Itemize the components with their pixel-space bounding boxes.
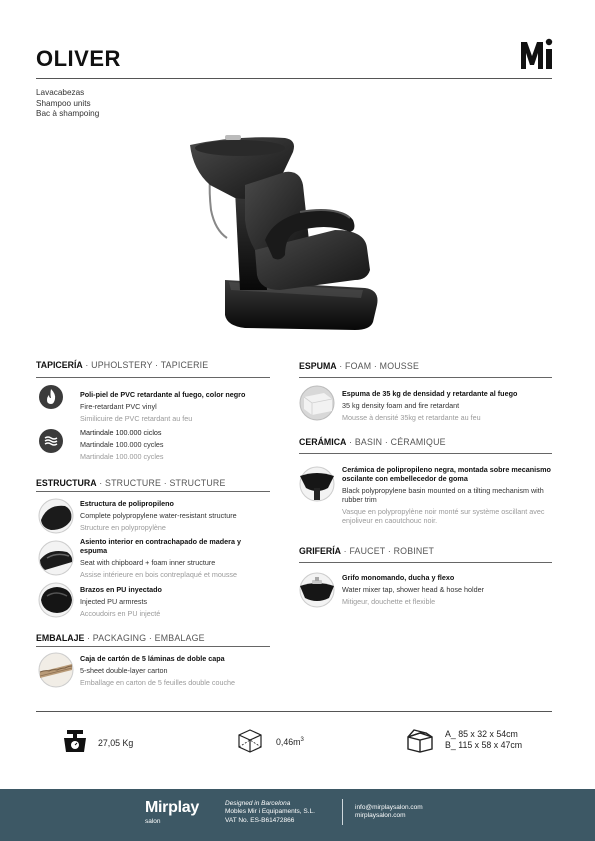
structure-item-2-es: Asiento interior en contrachapado de madera y espuma xyxy=(80,537,241,555)
basin-heading-main: CERÁMICA xyxy=(299,437,347,447)
upholstery-item-1-es: Poli-piel de PVC retardante al fuego, color negro xyxy=(80,390,246,399)
subtitle-fr: Bac à shampoing xyxy=(36,109,100,118)
weight-value: 27,05 Kg xyxy=(98,738,134,748)
faucet-item-1-fr: Mitigeur, douchette et flexible xyxy=(342,597,436,606)
subtitle-en: Shampoo units xyxy=(36,98,91,108)
armrest-detail-thumbnail xyxy=(37,582,75,618)
structure-item-3-en: Injected PU armrests xyxy=(80,597,148,606)
packaging-item-1-es: Caja de cartón de 5 láminas de doble capa xyxy=(80,654,225,663)
footer-website-link[interactable]: mirplaysalon.com xyxy=(355,812,406,820)
structure-item-1 xyxy=(80,499,270,532)
structure-item-1-en: Complete polypropylene water-resistant structure xyxy=(80,511,237,520)
carton-detail-thumbnail xyxy=(37,652,75,688)
basin-item-1-es: Cerámica de polipropileno negra, montada sobre mecanismo oscilante con embellecedor de goma xyxy=(342,465,551,483)
packaging-item-1-en: 5-sheet double-layer carton xyxy=(80,666,168,675)
upholstery-heading-sub: · UPHOLSTERY · TAPICERIE xyxy=(82,360,209,370)
structure-item-3-es: Brazos en PU inyectado xyxy=(80,585,162,594)
upholstery-item-2 xyxy=(80,428,270,461)
structure-item-3-fr: Accoudoirs en PU injecté xyxy=(80,609,161,618)
basin-heading xyxy=(299,437,446,447)
volume-unit-sup: 3 xyxy=(300,737,304,744)
upholstery-item-2-fr: Martindale 100.000 cycles xyxy=(80,452,164,461)
basin-item-1-fr: Vasque en polypropylène noir monté sur système oscillant avec enjoliveur en caoutchouc noir. xyxy=(342,507,545,525)
packaging-heading xyxy=(36,633,205,643)
faucet-item-1 xyxy=(342,573,552,606)
volume-number: 0,46m xyxy=(276,737,301,747)
footer-contact xyxy=(355,804,423,821)
packaging-heading-sub: · PACKAGING · EMBALAGE xyxy=(84,633,205,643)
fabric-weave-icon xyxy=(38,428,64,454)
volume-cube-icon xyxy=(236,727,264,755)
structure-item-2-en: Seat with chipboard + foam inner structure xyxy=(80,558,216,567)
faucet-item-1-en: Water mixer tap, shower head & hose holder xyxy=(342,585,484,594)
faucet-heading-sub: · FAUCET · ROBINET xyxy=(341,546,435,556)
footer-divider xyxy=(342,799,343,825)
faucet-detail-thumbnail xyxy=(298,572,336,608)
foam-rule xyxy=(299,377,552,378)
weight-scale-icon xyxy=(62,728,88,754)
seat-detail-thumbnail xyxy=(37,540,75,576)
structure-detail-thumbnail xyxy=(37,498,75,534)
packaging-item-1 xyxy=(80,654,270,687)
footer-vat: VAT No. ES-B61472866 xyxy=(225,816,295,824)
foam-item-1-fr: Mousse à densité 35kg et retardante au feu xyxy=(342,413,481,422)
upholstery-item-1-en: Fire-retardant PVC vinyl xyxy=(80,402,157,411)
foam-item-1-en: 35 kg density foam and fire retardant xyxy=(342,401,460,410)
footer-brand: Mirplay xyxy=(145,799,199,816)
packaging-heading-main: EMBALAJE xyxy=(36,633,85,643)
footer-company-info xyxy=(225,800,315,825)
structure-item-3 xyxy=(80,585,270,618)
packaging-rule xyxy=(36,646,270,647)
structure-item-1-es: Estructura de polipropileno xyxy=(80,499,174,508)
basin-item-1 xyxy=(342,465,557,525)
foam-heading-sub: · FOAM · MOUSSE xyxy=(336,361,420,371)
footer-email-link[interactable]: info@mirplaysalon.com xyxy=(355,804,423,811)
upholstery-item-1 xyxy=(80,390,270,423)
foam-item-1 xyxy=(342,389,552,422)
foam-item-1-es: Espuma de 35 kg de densidad y retardante al fuego xyxy=(342,389,518,398)
mirplay-logo-icon xyxy=(519,36,555,70)
basin-detail-thumbnail xyxy=(298,466,336,502)
upholstery-item-2-en: Martindale 100.000 cycles xyxy=(80,440,164,449)
package-dimensions xyxy=(445,729,522,751)
upholstery-heading-main: TAPICERÍA xyxy=(36,360,83,370)
structure-item-1-fr: Structure en polypropylène xyxy=(80,523,166,532)
header-divider xyxy=(36,78,552,79)
subtitle-es: Lavacabezas xyxy=(36,88,85,97)
faucet-rule xyxy=(299,562,552,563)
footer-designed-in: Designed in Barcelona xyxy=(225,800,291,807)
product-title: OLIVER xyxy=(36,46,121,71)
foam-detail-thumbnail xyxy=(298,385,336,421)
structure-heading-main: ESTRUCTURA xyxy=(36,478,97,488)
structure-item-2 xyxy=(80,537,270,579)
upholstery-item-2-es: Martindale 100.000 ciclos xyxy=(80,428,162,437)
foam-heading xyxy=(299,361,419,371)
structure-heading-sub: · STRUCTURE · STRUCTURE xyxy=(96,478,226,488)
footer-brand-sub: salon xyxy=(145,818,161,825)
volume-value xyxy=(276,737,304,747)
structure-heading xyxy=(36,478,226,488)
structure-rule xyxy=(36,491,270,492)
upholstery-item-1-fr: Similicuire de PVC retardant au feu xyxy=(80,414,193,423)
package-box-icon xyxy=(405,727,435,753)
basin-rule xyxy=(299,453,552,454)
basin-item-1-en: Black polypropylene basin mounted on a tilting mechanism with rubber trim xyxy=(342,486,544,504)
product-subtitles xyxy=(36,88,99,120)
faucet-heading-main: GRIFERÍA xyxy=(299,546,342,556)
footer-company-name: Mobles Mir i Equipaments, S.L. xyxy=(225,808,315,816)
package-dimension-b: B_ 115 x 58 x 47cm xyxy=(445,740,523,750)
basin-heading-sub: · BASIN · CÉRAMIQUE xyxy=(346,437,446,447)
foam-heading-main: ESPUMA xyxy=(299,361,337,371)
upholstery-rule xyxy=(36,377,270,378)
shampoo-unit-photo xyxy=(185,130,390,340)
package-dimension-a: A_ 85 x 32 x 54cm xyxy=(445,729,518,739)
faucet-heading xyxy=(299,546,434,556)
fire-retardant-icon xyxy=(38,384,64,410)
upholstery-heading xyxy=(36,360,208,370)
packaging-item-1-fr: Emballage en carton de 5 feuilles double couche xyxy=(80,678,236,687)
specs-divider xyxy=(36,711,552,712)
faucet-item-1-es: Grifo monomando, ducha y flexo xyxy=(342,573,455,582)
structure-item-2-fr: Assise intérieure en bois contreplaqué et mousse xyxy=(80,570,238,579)
